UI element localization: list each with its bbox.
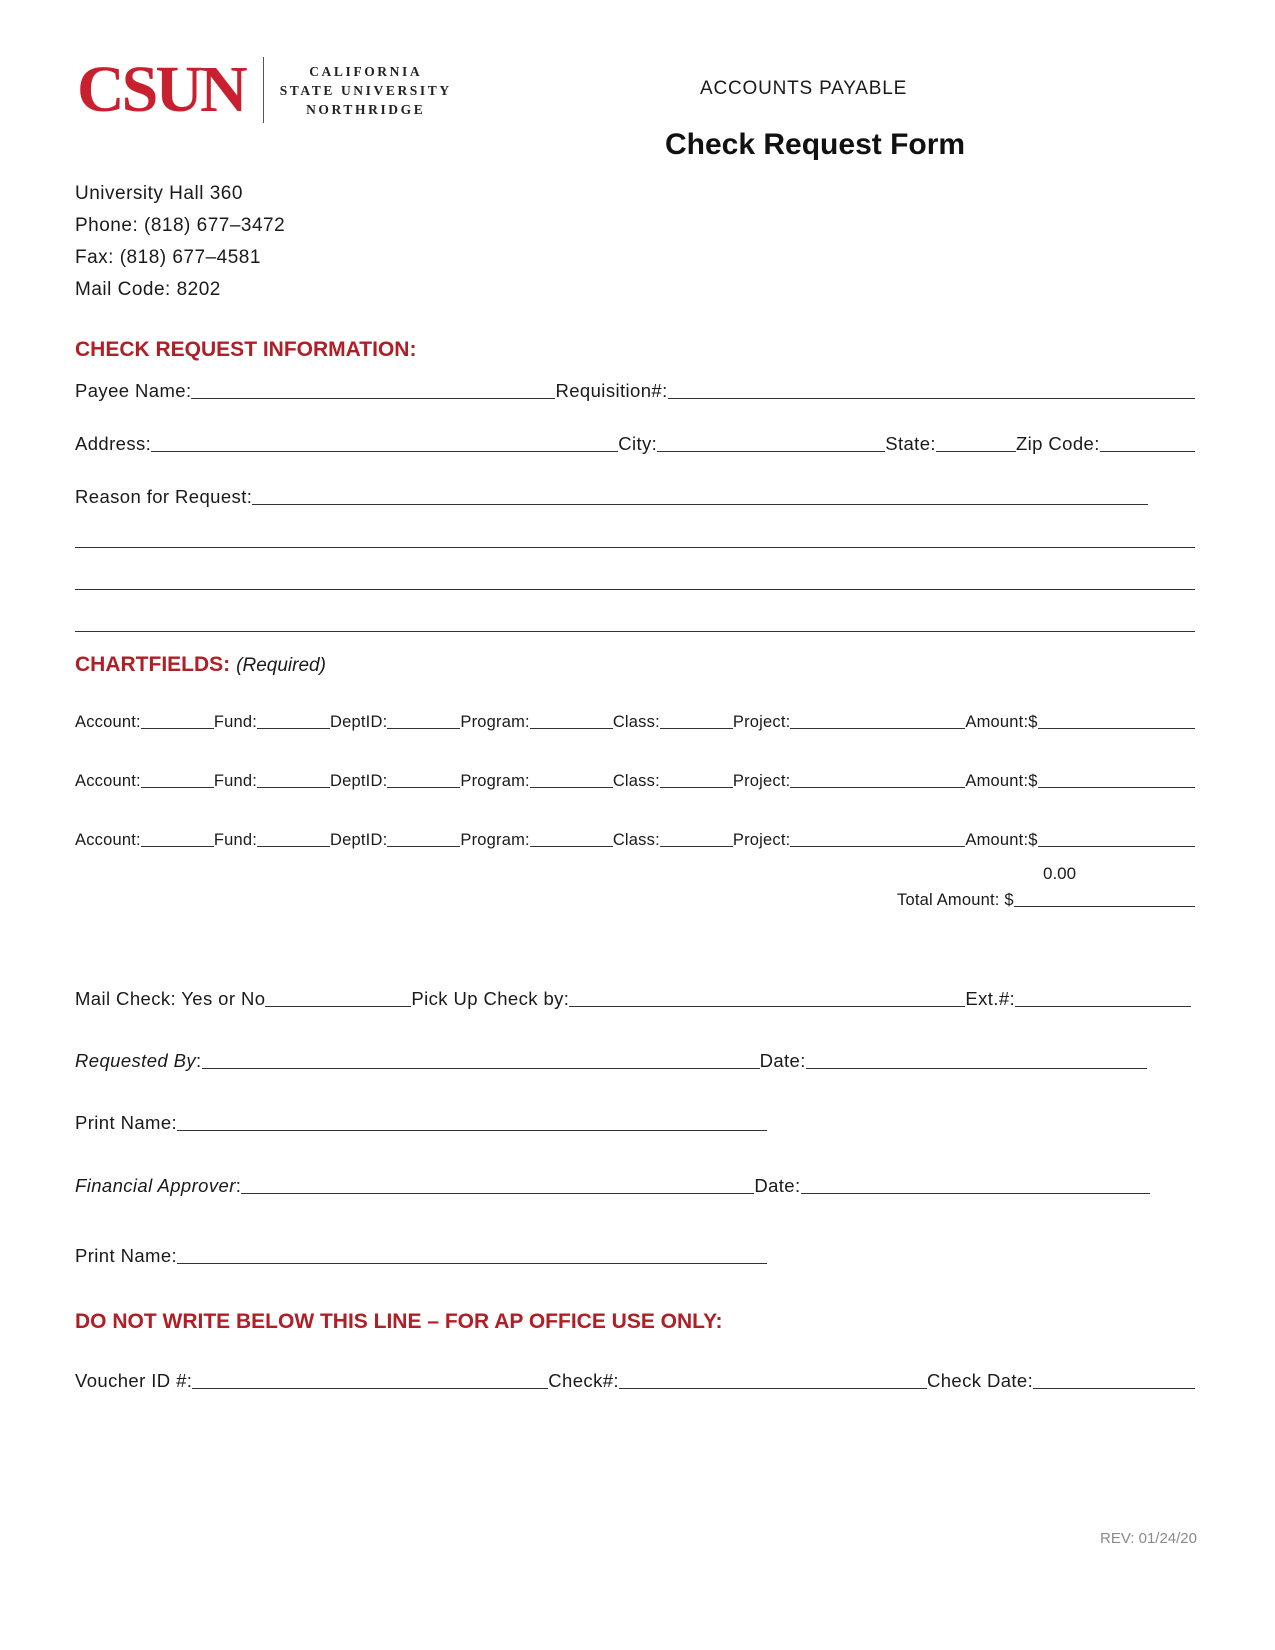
print-name-row bbox=[75, 1243, 767, 1267]
address-field[interactable] bbox=[151, 433, 618, 452]
office-location: University Hall 360 bbox=[75, 183, 243, 204]
requisition-field[interactable] bbox=[668, 380, 1195, 399]
amount-field[interactable] bbox=[1038, 828, 1195, 847]
city-label: City: bbox=[618, 433, 658, 454]
reason-line-3[interactable] bbox=[75, 589, 1195, 590]
amount-field[interactable] bbox=[1038, 710, 1195, 729]
amount-label: Amount:$ bbox=[965, 772, 1038, 790]
amount-field[interactable] bbox=[1038, 769, 1195, 788]
account-field[interactable] bbox=[141, 828, 214, 847]
check-number-field[interactable] bbox=[619, 1370, 927, 1389]
total-amount-value: 0.00 bbox=[1043, 864, 1077, 883]
deptid-field[interactable] bbox=[387, 710, 460, 729]
account-label: Account: bbox=[75, 713, 141, 731]
requested-by-label: Requested By bbox=[75, 1050, 197, 1071]
total-amount-label: Total Amount: $ bbox=[897, 891, 1014, 909]
office-phone: Phone: (818) 677–3472 bbox=[75, 215, 286, 236]
logo-divider bbox=[263, 57, 264, 123]
deptid-field[interactable] bbox=[387, 769, 460, 788]
state-label: State: bbox=[885, 433, 936, 454]
check-date-field[interactable] bbox=[1033, 1370, 1195, 1389]
print-name-field[interactable] bbox=[177, 1245, 767, 1264]
requested-by-row bbox=[75, 1048, 1147, 1072]
fund-label: Fund: bbox=[213, 831, 258, 849]
class-label: Class: bbox=[612, 772, 660, 790]
check-request-heading: CHECK REQUEST INFORMATION: bbox=[75, 338, 417, 361]
address-row bbox=[75, 431, 1195, 455]
deptid-field[interactable] bbox=[387, 828, 460, 847]
revision-label: REV: 01/24/20 bbox=[1099, 1530, 1197, 1547]
voucher-id-label: Voucher ID #: bbox=[75, 1370, 193, 1391]
reason-label: Reason for Request: bbox=[75, 486, 253, 507]
required-note: (Required) bbox=[236, 655, 326, 676]
extension-field[interactable] bbox=[1015, 988, 1191, 1007]
voucher-id-field[interactable] bbox=[192, 1370, 548, 1389]
zip-code-field[interactable] bbox=[1100, 433, 1195, 452]
print-name-label: Print Name: bbox=[75, 1112, 178, 1133]
chartfield-row bbox=[75, 767, 1195, 791]
project-field[interactable] bbox=[790, 710, 965, 729]
chartfields-heading bbox=[75, 653, 326, 677]
project-field[interactable] bbox=[790, 769, 965, 788]
amount-label: Amount:$ bbox=[965, 713, 1038, 731]
check-number-label: Check#: bbox=[548, 1370, 619, 1391]
approver-row bbox=[75, 1173, 1150, 1197]
total-amount-field[interactable] bbox=[1014, 888, 1195, 907]
program-field[interactable] bbox=[530, 710, 613, 729]
class-label: Class: bbox=[612, 713, 660, 731]
project-label: Project: bbox=[732, 831, 791, 849]
financial-approver-label: Financial Approver bbox=[75, 1175, 236, 1196]
program-label: Program: bbox=[460, 831, 530, 849]
fund-label: Fund: bbox=[213, 772, 258, 790]
program-field[interactable] bbox=[530, 828, 613, 847]
print-name-label: Print Name: bbox=[75, 1245, 178, 1266]
requested-date-field[interactable] bbox=[806, 1050, 1147, 1069]
logo-mark: CSUN bbox=[77, 53, 245, 126]
account-field[interactable] bbox=[141, 710, 214, 729]
date-label: Date: bbox=[759, 1050, 806, 1071]
form-title: Check Request Form bbox=[665, 128, 966, 161]
date-label: Date: bbox=[754, 1175, 801, 1196]
program-label: Program: bbox=[460, 772, 530, 790]
approver-colon: : bbox=[235, 1175, 242, 1196]
payee-name-label: Payee Name: bbox=[75, 380, 192, 401]
chartfields-title: CHARTFIELDS: bbox=[75, 653, 231, 676]
project-label: Project: bbox=[732, 772, 791, 790]
print-name-row bbox=[75, 1110, 767, 1134]
state-field[interactable] bbox=[936, 433, 1016, 452]
reason-field[interactable] bbox=[252, 486, 1148, 505]
office-fax: Fax: (818) 677–4581 bbox=[75, 247, 261, 268]
account-label: Account: bbox=[75, 831, 141, 849]
deptid-label: DeptID: bbox=[330, 772, 388, 790]
deptid-label: DeptID: bbox=[330, 831, 388, 849]
requested-by-colon: : bbox=[196, 1050, 202, 1071]
program-label: Program: bbox=[460, 713, 530, 731]
ap-office-heading: DO NOT WRITE BELOW THIS LINE – FOR AP OFFICE USE ONLY: bbox=[75, 1310, 723, 1333]
fund-field[interactable] bbox=[257, 769, 330, 788]
logo-line-1: CALIFORNIA bbox=[309, 63, 423, 79]
reason-line-2[interactable] bbox=[75, 547, 1195, 548]
reason-row bbox=[75, 484, 1148, 508]
logo-line-3: NORTHRIDGE bbox=[306, 101, 426, 117]
fund-field[interactable] bbox=[257, 710, 330, 729]
delivery-row bbox=[75, 986, 1191, 1010]
program-field[interactable] bbox=[530, 769, 613, 788]
ap-office-row bbox=[75, 1368, 1195, 1392]
total-amount-row bbox=[897, 886, 1195, 910]
chartfield-row bbox=[75, 708, 1195, 732]
requested-by-field[interactable] bbox=[202, 1050, 760, 1069]
requisition-label: Requisition#: bbox=[555, 380, 668, 401]
financial-approver-field[interactable] bbox=[241, 1175, 754, 1194]
office-mail-code: Mail Code: 8202 bbox=[75, 279, 221, 300]
payee-name-field[interactable] bbox=[191, 380, 555, 399]
department-label: ACCOUNTS PAYABLE bbox=[700, 78, 908, 99]
approver-date-field[interactable] bbox=[801, 1175, 1150, 1194]
mail-check-label: Mail Check: Yes or No bbox=[75, 988, 266, 1009]
address-label: Address: bbox=[75, 433, 152, 454]
class-field[interactable] bbox=[660, 710, 733, 729]
mail-check-field[interactable] bbox=[265, 988, 411, 1007]
fund-label: Fund: bbox=[213, 713, 258, 731]
project-field[interactable] bbox=[790, 828, 965, 847]
account-field[interactable] bbox=[141, 769, 214, 788]
pickup-label: Pick Up Check by: bbox=[411, 988, 570, 1009]
project-label: Project: bbox=[732, 713, 791, 731]
amount-label: Amount:$ bbox=[965, 831, 1038, 849]
extension-label: Ext.#: bbox=[965, 988, 1016, 1009]
reason-line-4[interactable] bbox=[75, 631, 1195, 632]
csun-logo bbox=[77, 53, 452, 126]
fund-field[interactable] bbox=[257, 828, 330, 847]
account-label: Account: bbox=[75, 772, 141, 790]
zip-code-label: Zip Code: bbox=[1015, 433, 1100, 454]
class-field[interactable] bbox=[660, 769, 733, 788]
class-label: Class: bbox=[612, 831, 660, 849]
chartfield-row bbox=[75, 826, 1195, 850]
city-field[interactable] bbox=[657, 433, 885, 452]
print-name-field[interactable] bbox=[177, 1112, 767, 1131]
logo-line-2: STATE UNIVERSITY bbox=[279, 82, 452, 98]
class-field[interactable] bbox=[660, 828, 733, 847]
pickup-field[interactable] bbox=[569, 988, 965, 1007]
check-date-label: Check Date: bbox=[926, 1370, 1034, 1391]
payee-row bbox=[75, 378, 1195, 402]
logo-wordmark bbox=[280, 62, 452, 119]
deptid-label: DeptID: bbox=[330, 713, 388, 731]
